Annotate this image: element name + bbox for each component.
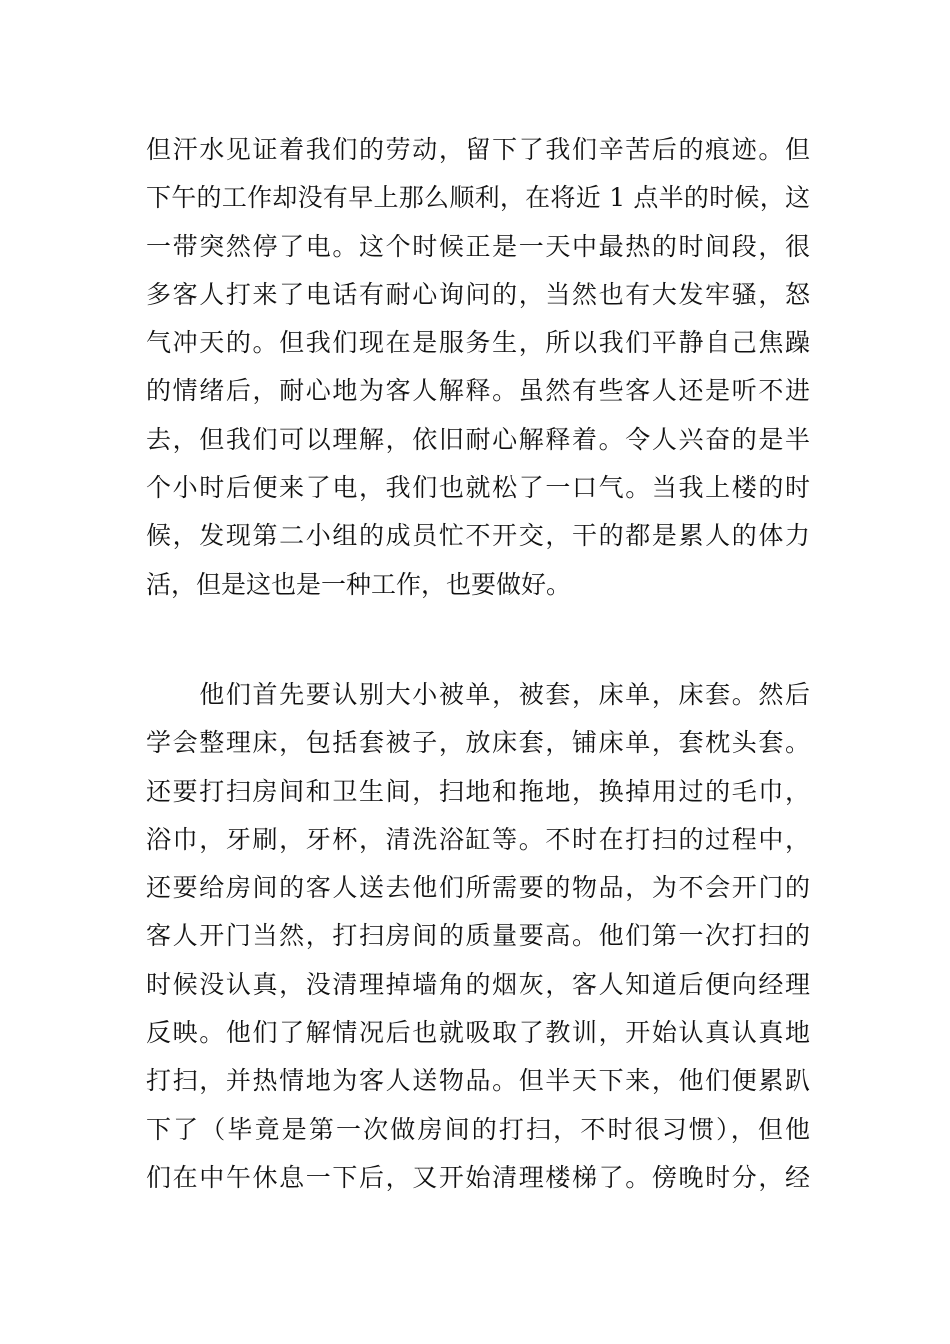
text-line: 下午的工作却没有早上那么顺利，在将近 1 点半的时候，这	[146, 183, 810, 213]
text-line: 浴巾，牙刷，牙杯，清洗浴缸等。不时在打扫的过程中，	[146, 824, 810, 854]
text-line: 去，但我们可以理解，依旧耐心解释着。令人兴奋的是半	[146, 424, 810, 454]
text-line: 候，发现第二小组的成员忙不开交，干的都是累人的体力	[146, 521, 810, 551]
text-line: 打扫，并热情地为客人送物品。但半天下来，他们便累趴	[146, 1066, 810, 1096]
paragraph-2	[146, 671, 810, 1202]
text-line: 时候没认真，没清理掉墙角的烟灰，客人知道后便向经理	[146, 969, 810, 999]
text-line: 他们首先要认别大小被单，被套，床单，床套。然后	[146, 680, 810, 709]
text-line: 学会整理床，包括套被子，放床套，铺床单，套枕头套。	[146, 728, 810, 758]
text-line: 客人开门当然，打扫房间的质量要高。他们第一次打扫的	[146, 921, 810, 951]
text-line: 还要给房间的客人送去他们所需要的物品，为不会开门的	[146, 873, 810, 903]
text-line: 的情绪后，耐心地为客人解释。虽然有些客人还是听不进	[146, 376, 810, 406]
text-line: 还要打扫房间和卫生间，扫地和拖地，换掉用过的毛巾，	[146, 776, 810, 806]
text-line: 下了（毕竟是第一次做房间的打扫，不时很习惯），但他	[146, 1114, 810, 1144]
text-line: 个小时后便来了电，我们也就松了一口气。当我上楼的时	[146, 473, 810, 503]
text-line: 反映。他们了解情况后也就吸取了教训，开始认真认真地	[146, 1018, 810, 1048]
text-line: 气冲天的。但我们现在是服务生，所以我们平静自己焦躁	[146, 328, 810, 358]
text-line: 们在中午休息一下后，又开始清理楼梯了。傍晚时分，经	[146, 1162, 810, 1192]
text-line: 但汗水见证着我们的劳动，留下了我们辛苦后的痕迹。但	[146, 135, 810, 164]
text-line: 一带突然停了电。这个时候正是一天中最热的时间段，很	[146, 231, 810, 261]
text-line: 多客人打来了电话有耐心询问的，当然也有大发牢骚，怒	[146, 279, 810, 309]
paragraph-1	[146, 126, 810, 609]
text-line: 活，但是这也是一种工作，也要做好。	[146, 569, 572, 599]
